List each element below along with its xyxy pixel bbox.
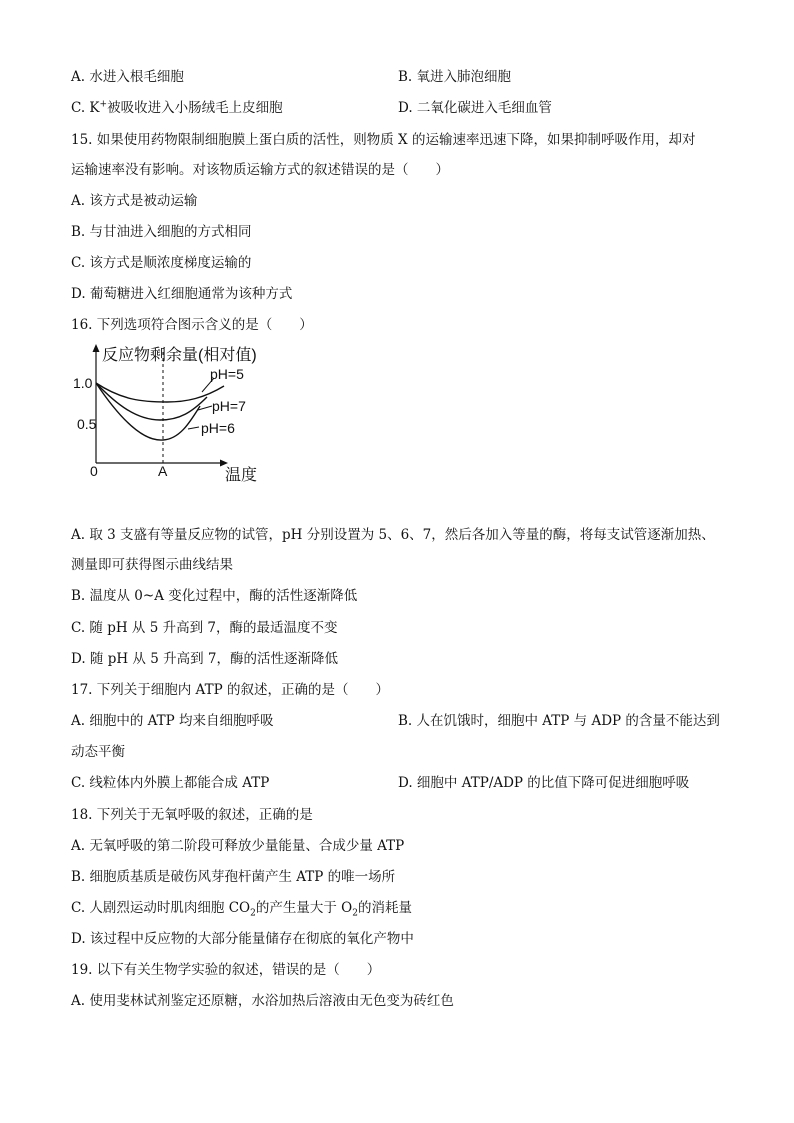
q17-option-a: A. 细胞中的 ATP 均来自细胞呼吸 bbox=[71, 713, 274, 729]
q18-option-c bbox=[71, 899, 412, 917]
x-axis-label: 温度 bbox=[225, 467, 258, 484]
q19-option-a: A. 使用斐林试剂鉴定还原糖，水浴加热后溶液由无色变为砖红色 bbox=[71, 993, 454, 1009]
q16-option-a-line1: A. 取 3 支盛有等量反应物的试管，pH 分别设置为 5、6、7，然后各加入等量的酶，将每支试管逐渐加热、 bbox=[71, 527, 715, 543]
q15-option-d: D. 葡萄糖进入红细胞通常为该种方式 bbox=[71, 286, 293, 302]
q19-stem: 19. 以下有关生物学实验的叙述，错误的是（ ） bbox=[71, 962, 381, 978]
q14-option-d: D. 二氧化碳进入毛细血管 bbox=[398, 100, 552, 116]
curve-label-ph5: pH=5 bbox=[210, 366, 244, 382]
y-axis-arrow bbox=[93, 344, 100, 352]
q17-option-b-line1: B. 人在饥饿时，细胞中 ATP 与 ADP 的含量不能达到 bbox=[398, 713, 720, 729]
q15-stem-line1: 15. 如果使用药物限制细胞膜上蛋白质的活性，则物质 X 的运输速率迅速下降，如果抑制呼吸作用，却对 bbox=[71, 132, 696, 148]
q15-stem-line2: 运输速率没有影响。对该物质运输方式的叙述错误的是（ ） bbox=[71, 162, 449, 178]
q18-stem: 18. 下列关于无氧呼吸的叙述，正确的是 bbox=[71, 807, 313, 823]
x-mark-a: A bbox=[158, 463, 168, 479]
q18-option-d: D. 该过程中反应物的大部分能量储存在彻底的氧化产物中 bbox=[71, 931, 414, 947]
curve-label-ph6: pH=6 bbox=[201, 420, 235, 436]
q15-option-b: B. 与甘油进入细胞的方式相同 bbox=[71, 224, 252, 240]
origin-label: 0 bbox=[90, 463, 98, 479]
q17-option-c: C. 线粒体内外膜上都能合成 ATP bbox=[71, 775, 270, 791]
q14-option-c-pre: C. K bbox=[71, 100, 100, 116]
q18-option-c-mid: 的产生量大于 O bbox=[255, 900, 353, 916]
q16-option-c: C. 随 pH 从 5 升高到 7，酶的最适温度不变 bbox=[71, 620, 338, 636]
q18-option-c-post: 的消耗量 bbox=[357, 900, 412, 916]
q15-option-c: C. 该方式是顺浓度梯度运输的 bbox=[71, 255, 252, 271]
q17-option-d: D. 细胞中 ATP/ADP 的比值下降可促进细胞呼吸 bbox=[398, 775, 690, 791]
curve-label-ph7: pH=7 bbox=[212, 398, 246, 414]
q16-option-b: B. 温度从 0~A 变化过程中，酶的活性逐渐降低 bbox=[71, 588, 358, 604]
y-tick-1: 1.0 bbox=[73, 375, 93, 391]
q16-option-d: D. 随 pH 从 5 升高到 7，酶的活性逐渐降低 bbox=[71, 651, 338, 667]
q14-option-c-sup: + bbox=[99, 99, 108, 110]
y-tick-05: 0.5 bbox=[77, 416, 97, 432]
q18-option-c-sub2: 2 bbox=[352, 908, 358, 919]
q14-option-c bbox=[71, 99, 283, 117]
q14-option-c-post: 被吸收进入小肠绒毛上皮细胞 bbox=[107, 100, 283, 116]
q17-stem: 17. 下列关于细胞内 ATP 的叙述，正确的是（ ） bbox=[71, 682, 389, 698]
q14-option-a: A. 水进入根毛细胞 bbox=[71, 69, 184, 85]
q18-option-a: A. 无氧呼吸的第二阶段可释放少量能量、合成少量 ATP bbox=[71, 838, 405, 854]
q16-option-a-line2: 测量即可获得图示曲线结果 bbox=[71, 557, 233, 573]
x-axis-arrow bbox=[220, 460, 228, 467]
q18-option-c-sub1: 2 bbox=[250, 908, 256, 919]
leader-ph6 bbox=[188, 427, 199, 429]
enzyme-curve-figure bbox=[62, 340, 277, 490]
q16-stem: 16. 下列选项符合图示含义的是（ ） bbox=[71, 317, 313, 333]
q14-option-b: B. 氧进入肺泡细胞 bbox=[398, 69, 512, 85]
q18-option-c-pre: C. 人剧烈运动时肌肉细胞 CO bbox=[71, 900, 251, 916]
q17-option-b-line2: 动态平衡 bbox=[71, 744, 125, 760]
q18-option-b: B. 细胞质基质是破伤风芽孢杆菌产生 ATP 的唯一场所 bbox=[71, 869, 396, 885]
q15-option-a: A. 该方式是被动运输 bbox=[71, 193, 198, 209]
y-axis-label: 反应物剩余量(相对值) bbox=[102, 347, 257, 364]
